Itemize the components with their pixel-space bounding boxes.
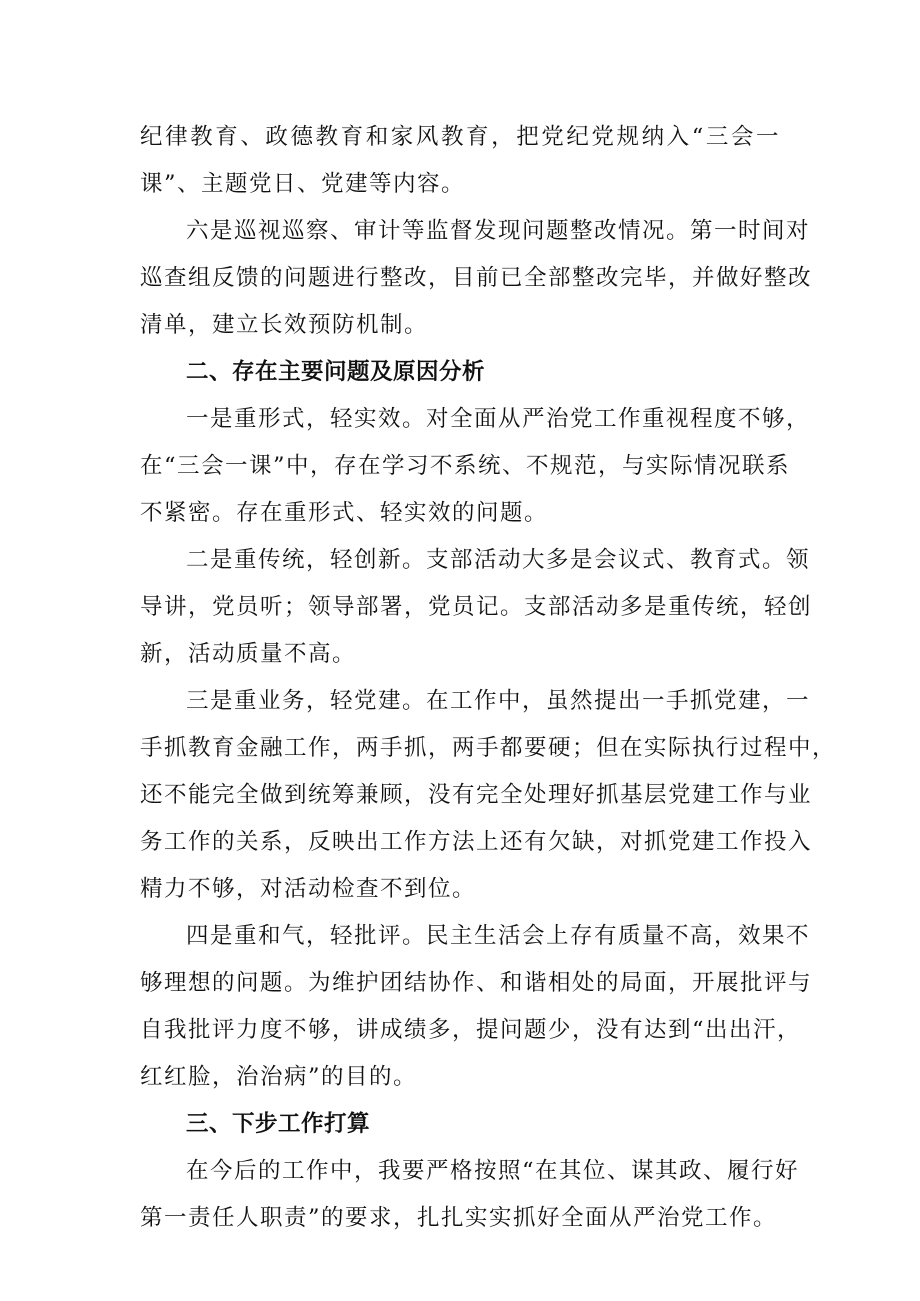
text-line: 新，活动质量不高。 bbox=[140, 641, 357, 667]
text-line: 够理想的问题。为维护团结协作、和谐相处的局面，开展批评与 bbox=[140, 970, 813, 996]
paragraph-problem-form-over-substance bbox=[140, 396, 811, 537]
text-line: 纪律教育、政德教育和家风教育，把党纪党规纳入“三会一 bbox=[140, 124, 780, 150]
text-line: 红红脸，治治病”的目的。 bbox=[140, 1064, 418, 1090]
text-line: 手抓教育金融工作，两手抓，两手都要硬；但在实际执行过程中， bbox=[140, 735, 837, 761]
text-line: 课”、主题党日、党建等内容。 bbox=[140, 171, 466, 197]
text-line: 在“三会一课”中，存在学习不系统、不规范，与实际情况联系 bbox=[140, 453, 791, 479]
text-line: 导讲，党员听；领导部署，党员记。支部活动多是重传统，轻创 bbox=[140, 594, 813, 620]
section-heading-next-steps: 三、下步工作打算 bbox=[186, 1111, 371, 1137]
paragraph-problem-harmony-over-criticism bbox=[140, 913, 813, 1101]
text-line: 清单，建立长效预防机制。 bbox=[140, 312, 429, 338]
paragraph-problem-tradition-over-innovation bbox=[140, 537, 813, 678]
text-line: 巡查组反馈的问题进行整改，目前已全部整改完毕，并做好整改 bbox=[140, 265, 813, 291]
text-line: 还不能完全做到统筹兼顾，没有完全处理好抓基层党建工作与业 bbox=[140, 782, 813, 808]
paragraph-problem-business-over-party bbox=[140, 678, 837, 913]
paragraph-inspection-rectification bbox=[140, 208, 813, 349]
text-line: 在今后的工作中，我要严格按照“在其位、谋其政、履行好 bbox=[186, 1158, 800, 1184]
section-heading-problems: 二、存在主要问题及原因分析 bbox=[186, 359, 486, 385]
text-line: 四是重和气，轻批评。民主生活会上存有质量不高，效果不 bbox=[186, 923, 811, 949]
text-line: 自我批评力度不够，讲成绩多，提问题少，没有达到“出出汗， bbox=[140, 1017, 802, 1043]
text-line: 不紧密。存在重形式、轻实效的问题。 bbox=[140, 500, 549, 526]
document-page bbox=[140, 114, 837, 1242]
text-line: 六是巡视巡察、审计等监督发现问题整改情况。第一时间对 bbox=[186, 218, 811, 244]
text-line: 第一责任人职责”的要求，扎扎实实抓好全面从严治党工作。 bbox=[140, 1205, 778, 1231]
text-line: 三是重业务，轻党建。在工作中，虽然提出一手抓党建，一 bbox=[186, 688, 811, 714]
text-line: 一是重形式，轻实效。对全面从严治党工作重视程度不够， bbox=[186, 406, 811, 432]
text-line: 务工作的关系，反映出工作方法上还有欠缺，对抓党建工作投入 bbox=[140, 829, 813, 855]
text-line: 精力不够，对活动检查不到位。 bbox=[140, 876, 477, 902]
text-line: 二是重传统，轻创新。支部活动大多是会议式、教育式。领 bbox=[186, 547, 811, 573]
paragraph-discipline-education bbox=[140, 114, 780, 208]
paragraph-next-steps bbox=[140, 1148, 800, 1242]
